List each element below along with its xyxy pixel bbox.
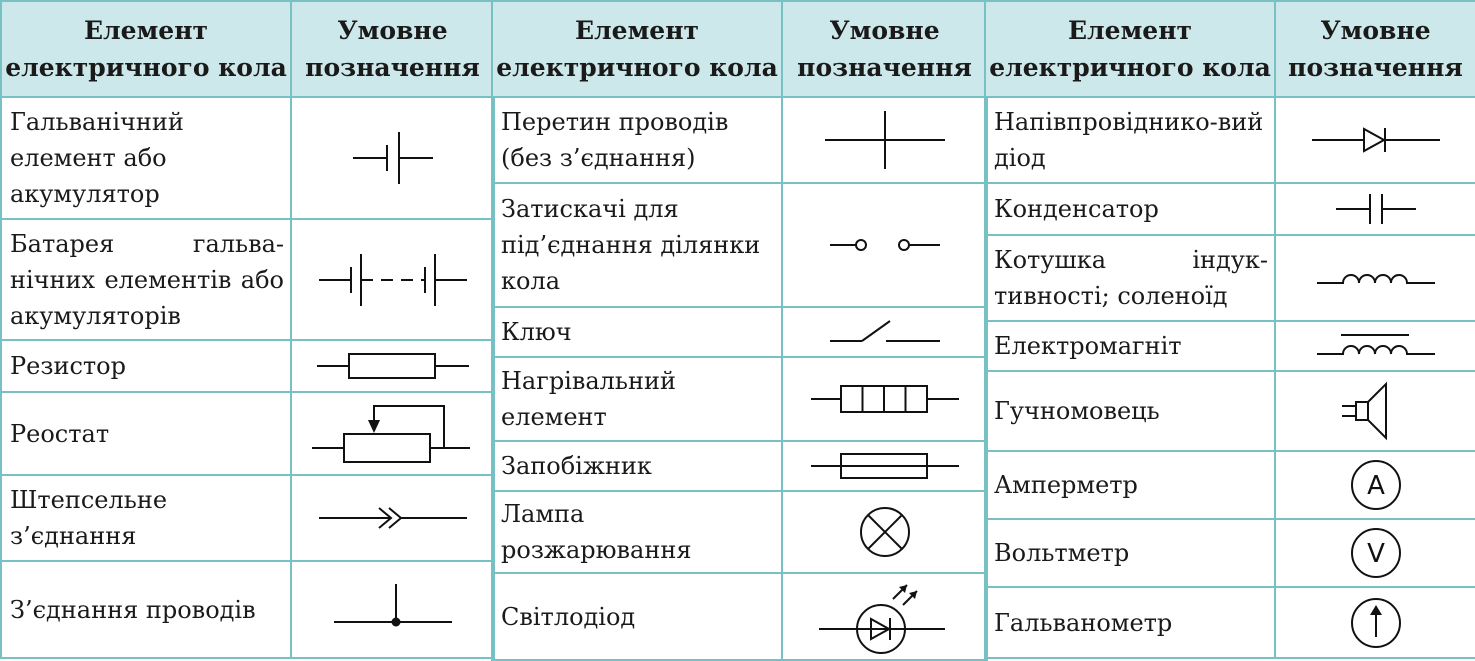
table-row	[492, 183, 987, 307]
element-name: Нагрівальний елемент	[492, 357, 782, 441]
element-name: Амперметр	[985, 451, 1275, 519]
header-symbol: Умовне позначення	[782, 1, 987, 97]
element-name: Затискачі для під’єднання ділянки кола	[492, 183, 782, 307]
element-name: Електромагніт	[985, 321, 1275, 371]
resistor-symbol	[291, 340, 494, 392]
fuse-symbol	[782, 441, 987, 491]
svg-text:A: A	[1366, 471, 1385, 501]
table-row	[985, 587, 1475, 658]
table-row	[492, 491, 987, 573]
element-name: Резистор	[1, 340, 291, 392]
ammeter-symbol	[1275, 451, 1475, 519]
symbols-table-2	[491, 0, 988, 661]
table-row	[1, 475, 494, 561]
led-symbol	[782, 573, 987, 660]
element-name: Гучномовець	[985, 371, 1275, 451]
table-row	[492, 97, 987, 183]
electromagnet-symbol	[1275, 321, 1475, 371]
element-name: Штепсельне з’єднання	[1, 475, 291, 561]
svg-text:V: V	[1366, 539, 1385, 569]
galvanic-cell-symbol	[291, 97, 494, 219]
element-name: Ключ	[492, 307, 782, 357]
symbols-table-3	[984, 0, 1475, 659]
element-name: Перетин проводів (без з’єднання)	[492, 97, 782, 183]
lamp-symbol	[782, 491, 987, 573]
table-row	[985, 235, 1475, 321]
voltmeter-symbol	[1275, 519, 1475, 587]
element-name: Батарея гальва-нічних елементів або акумуляторів	[1, 219, 291, 340]
element-name: З’єднання проводів	[1, 561, 291, 658]
table-row	[1, 392, 494, 475]
inductor-symbol	[1275, 235, 1475, 321]
heating-element-symbol	[782, 357, 987, 441]
table-row	[492, 573, 987, 660]
table-row	[985, 519, 1475, 587]
table-row	[1, 561, 494, 658]
table-row	[985, 183, 1475, 235]
header-symbol: Умовне позначення	[291, 1, 494, 97]
element-name: Лампа розжарювання	[492, 491, 782, 573]
diode-symbol	[1275, 97, 1475, 183]
element-name: Конденсатор	[985, 183, 1275, 235]
element-name: Гальванометр	[985, 587, 1275, 658]
table-row	[985, 97, 1475, 183]
element-name: Котушка індук-тивності; соленоїд	[985, 235, 1275, 321]
table-row	[1, 340, 494, 392]
table-row	[492, 357, 987, 441]
table-row	[985, 371, 1475, 451]
element-name: Запобіжник	[492, 441, 782, 491]
table-row	[492, 307, 987, 357]
galvanometer-symbol	[1275, 587, 1475, 658]
table-row	[985, 451, 1475, 519]
header-element: Елемент електричного кола	[492, 1, 782, 97]
battery-symbol	[291, 219, 494, 340]
header-element: Елемент електричного кола	[985, 1, 1275, 97]
element-name: Світлодіод	[492, 573, 782, 660]
header-element: Елемент електричного кола	[1, 1, 291, 97]
capacitor-symbol	[1275, 183, 1475, 235]
terminals-symbol	[782, 183, 987, 307]
table-row	[1, 219, 494, 340]
element-name: Вольтметр	[985, 519, 1275, 587]
element-name: Реостат	[1, 392, 291, 475]
symbols-table-1	[0, 0, 495, 659]
loudspeaker-symbol	[1275, 371, 1475, 451]
switch-symbol	[782, 307, 987, 357]
element-name: Напівпровіднико-вий діод	[985, 97, 1275, 183]
rheostat-symbol	[291, 392, 494, 475]
header-symbol: Умовне позначення	[1275, 1, 1475, 97]
element-name: Гальванічний елемент або акумулятор	[1, 97, 291, 219]
table-row	[1, 97, 494, 219]
plug-connection-symbol	[291, 475, 494, 561]
table-row	[985, 321, 1475, 371]
wire-junction-symbol	[291, 561, 494, 658]
table-row	[492, 441, 987, 491]
wire-crossing-symbol	[782, 97, 987, 183]
